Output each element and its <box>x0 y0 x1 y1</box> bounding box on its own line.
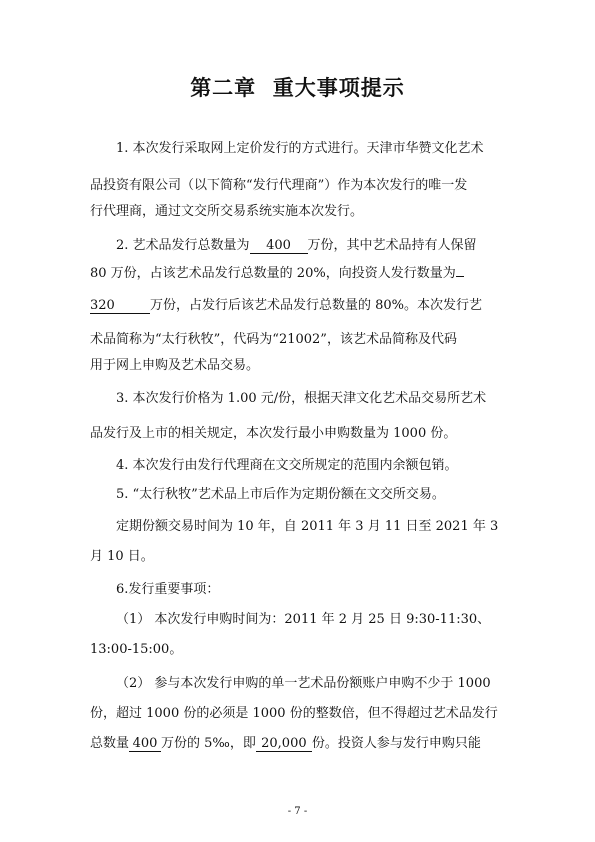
item-2-line-2 <box>90 266 464 282</box>
item-6-sub-2-line-3-prefix: 总数量 <box>90 736 130 751</box>
item-5-line-3: 月 10 日。 <box>90 549 154 564</box>
item-2-line-5: 用于网上申购及艺术品交易。 <box>90 358 260 373</box>
item-6-heading: 6.发行重要事项： <box>116 582 220 597</box>
item-3-line-2: 品发行及上市的相关规定，本次发行最小申购数量为 1000 份。 <box>90 426 457 441</box>
item-2-line-1-prefix: 2. 艺术品发行总数量为 <box>116 238 250 253</box>
total-quantity-blank-2: 400 <box>129 737 161 752</box>
item-1-line-3: 行代理商，通过文交所交易系统实施本次发行。 <box>90 204 364 219</box>
chapter-title: 第二章 重大事项提示 <box>190 76 405 100</box>
item-6-sub-1-line-2: 13:00-15:00。 <box>90 642 183 657</box>
item-1-line-1: 1. 本次发行采取网上定价发行的方式进行。天津市华赞文化艺术 <box>116 141 484 156</box>
item-6-sub-2-line-3-mid: 万份的 5‰，即 <box>161 736 256 751</box>
investor-quantity-blank: 320 <box>90 299 150 314</box>
item-6-sub-2-line-3-suffix: 份。投资人参与发行申购只能 <box>311 736 481 751</box>
item-5-line-2: 定期份额交易时间为 10 年，自 2011 年 3 月 11 日至 2021 年 3 <box>116 519 499 534</box>
item-1-line-2: 品投资有限公司（以下简称“发行代理商”）作为本次发行的唯一发 <box>90 178 468 193</box>
total-quantity-blank: 400 <box>250 239 308 254</box>
item-2-line-2-blank <box>456 276 464 277</box>
item-2-line-1-suffix: 万份，其中艺术品持有人保留 <box>307 238 477 253</box>
item-5-line-1: 5. “太行秋牧”艺术品上市后作为定期份额在文交所交易。 <box>116 487 445 502</box>
item-3-line-1: 3. 本次发行价格为 1.00 元/份，根据天津文化艺术品交易所艺术 <box>116 391 487 406</box>
item-2-line-3 <box>90 298 482 314</box>
item-2-line-4: 术品简称为“太行秋牧”，代码为“21002”，该艺术品简称及代码 <box>90 332 457 347</box>
subscription-cap-blank: 20,000 <box>256 737 312 752</box>
item-2-line-3-suffix: 万份，占发行后该艺术品发行总数量的 80%。本次发行艺 <box>150 298 483 313</box>
item-4-line-1: 4. 本次发行由发行代理商在文交所规定的范围内余额包销。 <box>116 458 458 473</box>
item-6-sub-1-line-1: （1） 本次发行申购时间为：2011 年 2 月 25 日 9:30-11:30、 <box>116 612 491 627</box>
item-6-sub-2-line-3 <box>90 736 481 752</box>
page-number: - 7 - <box>287 806 308 817</box>
item-6-sub-2-line-1: （2） 参与本次发行申购的单一艺术品份额账户申购不少于 1000 <box>116 676 491 691</box>
item-2-line-1 <box>116 238 477 254</box>
item-6-sub-2-line-2: 份，超过 1000 份的必须是 1000 份的整数倍，但不得超过艺术品发行 <box>90 706 498 721</box>
item-2-line-2-text: 80 万份，占该艺术品发行总数量的 20%，向投资人发行数量为 <box>90 266 456 281</box>
